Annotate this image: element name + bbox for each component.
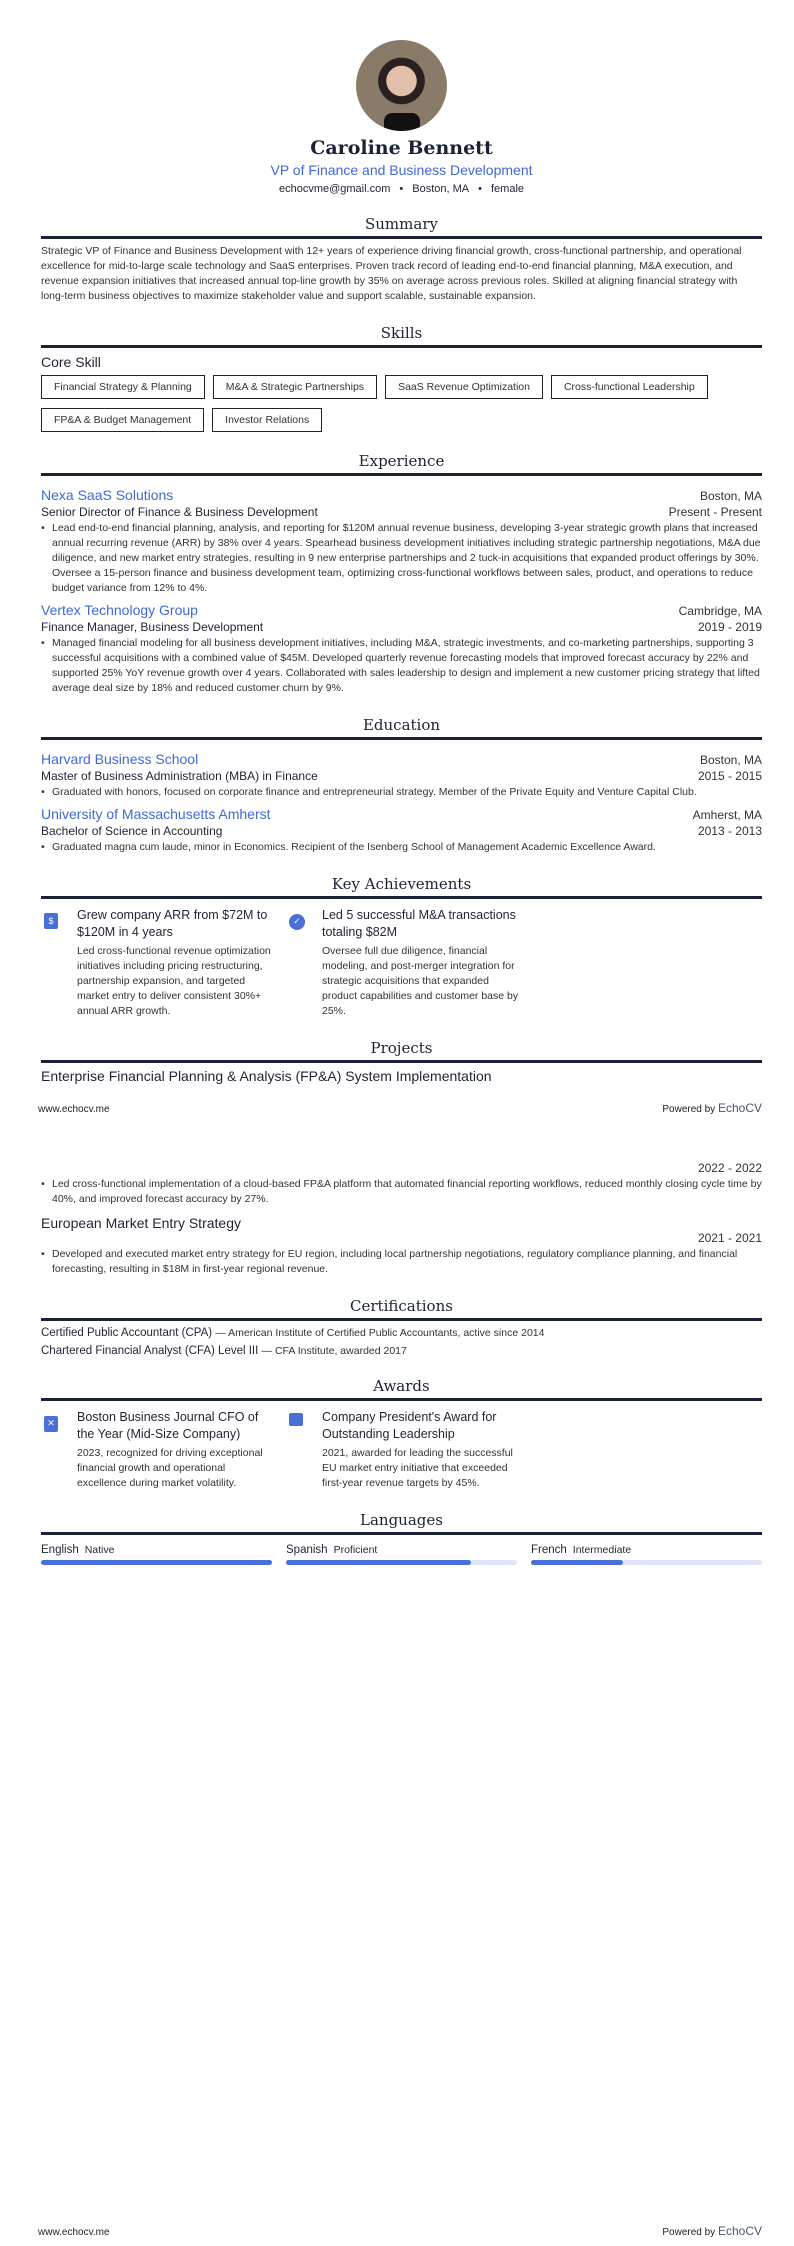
job-role: Senior Director of Finance & Business Development	[41, 505, 318, 519]
education-bullet: • Graduated magna cum laude, minor in Economics. Recipient of the Isenberg School of Management Academic Excellence Award.	[41, 840, 762, 855]
monitor-icon	[289, 1413, 303, 1426]
footer-brand[interactable]: EchoCV	[717, 2224, 762, 2238]
section-heading-education: Education	[41, 716, 762, 740]
education-dates: 2015 - 2015	[697, 769, 762, 783]
education-dates: 2013 - 2013	[697, 824, 762, 838]
certification-item	[41, 1327, 762, 1339]
page-footer	[38, 1101, 762, 1115]
certification-detail: — CFA Institute, awarded 2017	[261, 1345, 407, 1357]
section-heading-achievements: Key Achievements	[41, 875, 762, 899]
language-name: English	[41, 1544, 79, 1556]
language-level: Intermediate	[572, 1544, 632, 1556]
achievement-card	[286, 907, 521, 1019]
section-heading-skills: Skills	[41, 324, 762, 348]
achievement-title: Led 5 successful M&A transactions totaling $82M	[322, 908, 516, 939]
gender: female	[490, 183, 525, 195]
section-heading-certifications: Certifications	[41, 1297, 762, 1321]
achievement-desc: Oversee full due diligence, financial modeling, and post-merger integration for strategic acquisitions that expanded product capabilities and customer base by 25%.	[322, 945, 519, 1017]
footer-brand[interactable]: EchoCV	[717, 1101, 762, 1115]
section-heading-summary: Summary	[41, 215, 762, 239]
project-dates: 2022 - 2022	[697, 1161, 762, 1175]
job-role: Finance Manager, Business Development	[41, 620, 264, 634]
experience-item	[41, 596, 762, 696]
project-bullet: • Developed and executed market entry strategy for EU region, including local partnership negotiations, regulatory compliance planning, and financial forecasting, resulting in $18M in first-year regional revenue.	[41, 1247, 762, 1277]
location: Boston, MA	[412, 183, 470, 195]
job-dates: Present - Present	[668, 505, 762, 519]
candidate-name: Caroline Bennett	[310, 137, 493, 159]
language-name: Spanish	[286, 1544, 328, 1556]
award-card	[286, 1409, 521, 1491]
footer-site-link[interactable]: www.echocv.me	[38, 2227, 110, 2238]
award-desc: 2023, recognized for driving exceptional financial growth and operational excellence during market volatility.	[77, 1447, 263, 1489]
skill-tags	[41, 375, 762, 432]
calendar-x-icon: ✕	[44, 1416, 58, 1432]
email[interactable]: echocvme@gmail.com	[278, 183, 391, 195]
candidate-title: VP of Finance and Business Development	[270, 162, 533, 178]
summary-text: Strategic VP of Finance and Business Development with 12+ years of experience driving financial growth, cross-functional partnership, and operational excellence for mid-to-large scale technology and SaaS enterprises. Proven track record of leading end-to-end financial planning, M&A execution, and revenue expansion initiatives that increased annual top-line growth by 35% on average across previous roles. Skilled at aligning financial strategy with long-term business objectives to maximize stakeholder value and support scalable, sustainable expansion.	[41, 245, 742, 302]
project-bullet: • Led cross-functional implementation of a cloud-based FP&A platform that automated financial reporting workflows, reduced monthly closing cycle time by 40%, and improved forecast accuracy by 27%.	[41, 1177, 762, 1207]
certification-detail: — American Institute of Certified Public Accountants, active since 2014	[215, 1327, 545, 1339]
school-location: Amherst, MA	[692, 808, 762, 822]
footer-powered-label: Powered by	[662, 1104, 716, 1115]
certification-item	[41, 1345, 762, 1357]
job-bullet: • Managed financial modeling for all business development initiatives, including M&A, strategic investments, and co-marketing partnerships, supporting 3 successful acquisitions with a combined value of $45M. Developed quarterly revenue forecasting models that improved forecast accuracy by 22% and supported 25% YoY revenue growth over 4 years. Collaborated with sales leadership to design and implement a new customer pricing strategy that lifted average deal size by 18% and reduced customer churn by 9%.	[41, 636, 762, 696]
achievement-card	[41, 907, 276, 1019]
file-dollar-icon: $	[44, 913, 58, 929]
job-location: Boston, MA	[699, 489, 762, 503]
footer-powered-label: Powered by	[662, 2227, 716, 2238]
language-item	[41, 1540, 272, 1565]
section-heading-languages: Languages	[41, 1511, 762, 1535]
section-heading-projects: Projects	[41, 1039, 762, 1063]
profile-photo	[356, 40, 447, 131]
job-dates: 2019 - 2019	[697, 620, 762, 634]
school-location: Boston, MA	[699, 753, 762, 767]
language-bar	[531, 1560, 762, 1565]
section-heading-experience: Experience	[41, 452, 762, 476]
experience-item	[41, 481, 762, 596]
degree: Bachelor of Science in Accounting	[41, 824, 223, 838]
language-item	[286, 1540, 517, 1565]
project-name: Enterprise Financial Planning & Analysis (FP&A) System Implementation	[41, 1068, 492, 1084]
language-level: Native	[84, 1544, 115, 1556]
achievement-desc: Led cross-functional revenue optimization initiatives including pricing restructuring, partnership expansion, and targeted market entry to deliver consistent 30%+ annual ARR growth.	[77, 945, 271, 1017]
achievement-title: Grew company ARR from $72M to $120M in 4 years	[77, 908, 268, 939]
award-desc: 2021, awarded for leading the successful EU market entry initiative that exceeded first-year revenue targets by 45%.	[322, 1447, 513, 1489]
education-item	[41, 800, 762, 855]
language-name: French	[531, 1544, 567, 1556]
project-dates: 2021 - 2021	[697, 1231, 762, 1245]
skill-group-title: Core Skill	[41, 354, 101, 370]
language-bar-fill	[41, 1560, 272, 1565]
certification-name: Chartered Financial Analyst (CFA) Level III	[41, 1345, 259, 1357]
education-item	[41, 745, 762, 800]
company-name: Vertex Technology Group	[41, 602, 198, 618]
language-level: Proficient	[333, 1544, 378, 1556]
language-bar-fill	[286, 1560, 471, 1565]
skill-tag: SaaS Revenue Optimization	[385, 375, 543, 399]
skill-tag: FP&A & Budget Management	[41, 408, 204, 432]
award-card	[41, 1409, 276, 1491]
language-item	[531, 1540, 762, 1565]
language-bar-fill	[531, 1560, 623, 1565]
check-circle-icon: ✓	[289, 914, 305, 930]
section-heading-awards: Awards	[41, 1377, 762, 1401]
page-footer	[38, 2224, 762, 2238]
job-bullet: • Lead end-to-end financial planning, analysis, and reporting for $120M annual revenue business, developing 3-year strategic growth plans that increased annual recurring revenue (ARR) by 38% over 4 years. Spearhead business development initiatives including strategic partnership negotiations, M&A due diligence, and new market entry strategies, resulting in 9 new enterprise partnerships and 2 tuck-in acquisitions that expanded product offerings by 30%. Oversee a 15-person finance and business development team, optimizing cross-functional workflows between sales, product, and operations to reduce budget variance from 12% to 4%.	[41, 521, 762, 596]
school-name: Harvard Business School	[41, 751, 199, 767]
project-name: European Market Entry Strategy	[41, 1215, 241, 1231]
company-name: Nexa SaaS Solutions	[41, 487, 174, 503]
skill-tag: Cross-functional Leadership	[551, 375, 708, 399]
award-title: Boston Business Journal CFO of the Year (Mid-Size Company)	[77, 1410, 259, 1441]
resume-page-2	[0, 1123, 794, 2246]
job-location: Cambridge, MA	[678, 604, 762, 618]
degree: Master of Business Administration (MBA) in Finance	[41, 769, 318, 783]
skill-tag: M&A & Strategic Partnerships	[213, 375, 377, 399]
certification-name: Certified Public Accountant (CPA)	[41, 1327, 213, 1339]
education-bullet: • Graduated with honors, focused on corporate finance and entrepreneurial strategy. Member of the Private Equity and Venture Capital Club.	[41, 785, 762, 800]
footer-site-link[interactable]: www.echocv.me	[38, 1104, 110, 1115]
language-bar	[41, 1560, 272, 1565]
school-name: University of Massachusetts Amherst	[41, 806, 271, 822]
language-bar	[286, 1560, 517, 1565]
skill-tag: Financial Strategy & Planning	[41, 375, 205, 399]
contact-line: echocvme@gmail.com • Boston, MA • female	[278, 183, 525, 195]
award-title: Company President's Award for Outstanding Leadership	[322, 1410, 497, 1441]
skill-tag: Investor Relations	[212, 408, 322, 432]
